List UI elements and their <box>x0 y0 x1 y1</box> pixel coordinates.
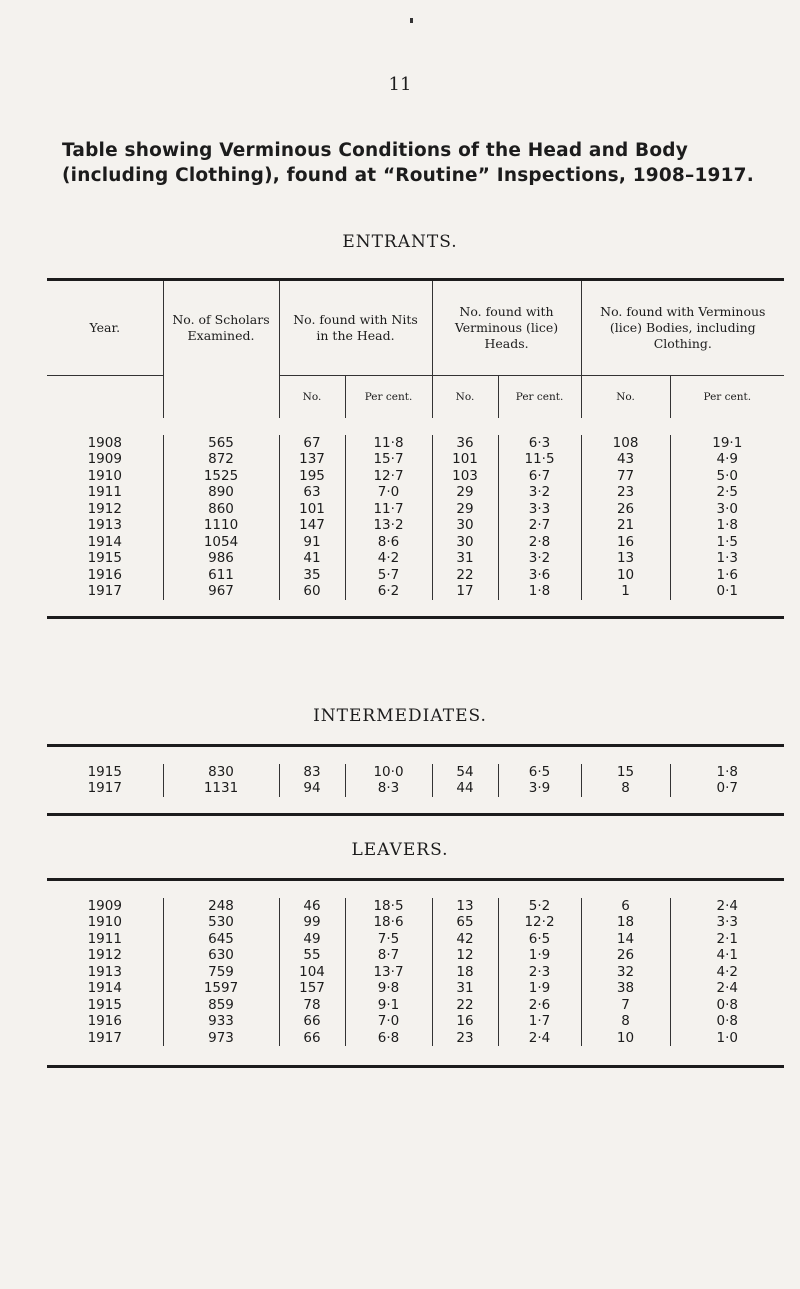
section-title-intermediates: INTERMEDIATES. <box>313 706 487 726</box>
cell-year: 1916 <box>87 1013 122 1029</box>
cell-scholars: 1597 <box>163 980 279 997</box>
cell-bodies-no: 38 <box>581 980 670 997</box>
cell-heads-percent: 3·6 <box>498 567 581 584</box>
cell-bodies-no: 26 <box>581 501 670 518</box>
cell-bodies-no: 8 <box>581 1013 670 1030</box>
cell-nits-no: 83 <box>279 764 345 781</box>
table-row <box>47 780 784 797</box>
cell-heads-percent: 1·7 <box>498 1013 581 1030</box>
cell-year: 1917 <box>87 583 122 599</box>
cell-nits-percent: 7·5 <box>345 931 432 948</box>
cell-nits-no: 63 <box>279 484 345 501</box>
cell-scholars: 645 <box>163 931 279 948</box>
table-row <box>47 550 784 567</box>
cell-nits-percent: 8·6 <box>345 534 432 551</box>
cell-year: 1913 <box>87 517 122 533</box>
cell-nits-no: 99 <box>279 914 345 931</box>
cell-heads-percent: 2·3 <box>498 964 581 981</box>
cell-scholars: 759 <box>163 964 279 981</box>
cell-heads-no: 29 <box>432 484 498 501</box>
cell-scholars: 248 <box>163 898 279 915</box>
cell-nits-no: 49 <box>279 931 345 948</box>
cell-bodies-percent: 19·1 <box>670 435 784 452</box>
cell-nits-percent: 8·3 <box>345 780 432 797</box>
cell-bodies-percent: 1·5 <box>670 534 784 551</box>
table-row <box>47 517 784 534</box>
cell-nits-percent: 4·2 <box>345 550 432 567</box>
cell-year: 1908 <box>87 434 122 451</box>
table-row <box>47 898 784 915</box>
cell-bodies-percent: 2·4 <box>670 980 784 997</box>
cell-year: 1915 <box>87 550 122 566</box>
cell-heads-percent: 5·2 <box>498 898 581 915</box>
cell-heads-percent: 11·5 <box>498 451 581 468</box>
cell-year: 1917 <box>87 780 122 796</box>
cell-bodies-percent: 4·1 <box>670 947 784 964</box>
cell-nits-no: 137 <box>279 451 345 468</box>
cell-year: 1915 <box>87 996 122 1013</box>
cell-heads-percent: 12·2 <box>498 914 581 931</box>
cell-year: 1914 <box>87 533 122 550</box>
cell-bodies-percent: 1·8 <box>670 517 784 534</box>
cell-bodies-no: 15 <box>581 764 670 781</box>
cell-year: 1910 <box>87 467 122 484</box>
cell-bodies-percent: 2·4 <box>670 898 784 915</box>
cell-nits-no: 41 <box>279 550 345 567</box>
cell-nits-percent: 7·0 <box>345 484 432 501</box>
cell-heads-percent: 2·4 <box>498 1030 581 1047</box>
table-row <box>47 964 784 981</box>
cell-bodies-no: 14 <box>581 931 670 948</box>
cell-bodies-percent: 4·2 <box>670 964 784 981</box>
cell-bodies-percent: 0·1 <box>670 583 784 600</box>
cell-scholars: 830 <box>163 764 279 781</box>
cell-bodies-no: 77 <box>581 468 670 485</box>
cell-nits-no: 101 <box>279 501 345 518</box>
cell-heads-percent: 2·7 <box>498 517 581 534</box>
table-row <box>47 997 784 1014</box>
cell-heads-no: 29 <box>432 501 498 518</box>
cell-nits-no: 94 <box>279 780 345 797</box>
section-title-leavers: LEAVERS. <box>351 840 449 860</box>
cell-bodies-no: 10 <box>581 1030 670 1047</box>
subheader-bodies-percent: Per cent. <box>670 376 784 419</box>
table-row <box>47 567 784 584</box>
cell-scholars: 1525 <box>163 468 279 485</box>
cell-bodies-percent: 0·7 <box>670 780 784 797</box>
header-year: Year. <box>89 320 121 335</box>
cell-bodies-no: 8 <box>581 780 670 797</box>
leavers-table <box>47 878 784 1068</box>
cell-bodies-no: 43 <box>581 451 670 468</box>
cell-scholars: 859 <box>163 997 279 1014</box>
cell-scholars: 860 <box>163 501 279 518</box>
table-row <box>47 451 784 468</box>
cell-heads-percent: 6·7 <box>498 468 581 485</box>
cell-nits-no: 157 <box>279 980 345 997</box>
subheader-heads-no: No. <box>432 376 498 419</box>
cell-heads-no: 16 <box>432 1013 498 1030</box>
cell-nits-percent: 18·6 <box>345 914 432 931</box>
cell-nits-percent: 13·2 <box>345 517 432 534</box>
entrants-rows <box>47 418 784 618</box>
cell-nits-percent: 8·7 <box>345 947 432 964</box>
table-row <box>47 1030 784 1047</box>
cell-bodies-no: 7 <box>581 997 670 1014</box>
cell-bodies-percent: 4·9 <box>670 451 784 468</box>
cell-heads-percent: 1·8 <box>498 583 581 600</box>
cell-heads-no: 103 <box>432 468 498 485</box>
cell-bodies-percent: 1·8 <box>670 764 784 781</box>
table-row <box>47 484 784 501</box>
cell-scholars: 530 <box>163 914 279 931</box>
cell-nits-percent: 9·1 <box>345 997 432 1014</box>
cell-heads-percent: 6·5 <box>498 931 581 948</box>
cell-bodies-percent: 3·3 <box>670 914 784 931</box>
cell-heads-no: 12 <box>432 947 498 964</box>
table-row <box>47 980 784 997</box>
cell-nits-no: 67 <box>279 435 345 452</box>
cell-bodies-no: 18 <box>581 914 670 931</box>
cell-heads-no: 30 <box>432 534 498 551</box>
cell-bodies-no: 23 <box>581 484 670 501</box>
cell-nits-no: 60 <box>279 583 345 600</box>
table-row <box>47 1013 784 1030</box>
page-number: 11 <box>388 74 412 95</box>
page-title: Table showing Verminous Conditions of the Head and Body (including Clothing), found at “Routine” Inspections, 1908–1917. <box>62 140 754 186</box>
cell-heads-no: 22 <box>432 997 498 1014</box>
cell-heads-percent: 3·2 <box>498 484 581 501</box>
cell-heads-no: 44 <box>432 780 498 797</box>
cell-year: 1914 <box>87 980 122 996</box>
cell-bodies-percent: 2·5 <box>670 484 784 501</box>
cell-bodies-no: 108 <box>581 435 670 452</box>
cell-nits-percent: 11·7 <box>345 501 432 518</box>
cell-scholars: 611 <box>163 567 279 584</box>
header-heads: No. found with Verminous (lice) Heads. <box>432 280 581 376</box>
section-title-entrants: ENTRANTS. <box>342 232 458 252</box>
cell-heads-percent: 3·9 <box>498 780 581 797</box>
cell-year: 1911 <box>87 930 122 947</box>
intermediates-rows <box>47 746 784 815</box>
cell-bodies-percent: 1·6 <box>670 567 784 584</box>
cell-scholars: 967 <box>163 583 279 600</box>
cell-heads-no: 31 <box>432 550 498 567</box>
cell-bodies-no: 6 <box>581 898 670 915</box>
cell-heads-percent: 6·5 <box>498 764 581 781</box>
cell-year: 1916 <box>87 566 122 583</box>
cell-nits-percent: 9·8 <box>345 980 432 997</box>
cell-nits-no: 104 <box>279 964 345 981</box>
cell-nits-no: 78 <box>279 997 345 1014</box>
cell-year: 1909 <box>87 451 122 467</box>
cell-nits-no: 147 <box>279 517 345 534</box>
cell-heads-no: 31 <box>432 980 498 997</box>
cell-heads-no: 54 <box>432 764 498 781</box>
cell-heads-no: 22 <box>432 567 498 584</box>
cell-heads-percent: 3·2 <box>498 550 581 567</box>
cell-heads-no: 23 <box>432 1030 498 1047</box>
cell-bodies-percent: 1·3 <box>670 550 784 567</box>
subheader-nits-percent: Per cent. <box>345 376 432 419</box>
cell-heads-percent: 3·3 <box>498 501 581 518</box>
cell-nits-no: 91 <box>279 534 345 551</box>
cell-nits-percent: 6·2 <box>345 583 432 600</box>
table-row <box>47 947 784 964</box>
cell-nits-percent: 15·7 <box>345 451 432 468</box>
subheader-nits-no: No. <box>279 376 345 419</box>
table-row <box>47 931 784 948</box>
cell-heads-percent: 2·8 <box>498 534 581 551</box>
table-row <box>47 534 784 551</box>
cell-year: 1915 <box>87 763 122 780</box>
cell-year: 1910 <box>87 914 122 930</box>
cell-nits-no: 46 <box>279 898 345 915</box>
cell-heads-no: 65 <box>432 914 498 931</box>
cell-scholars: 1131 <box>163 780 279 797</box>
cell-scholars: 565 <box>163 435 279 452</box>
cell-heads-percent: 2·6 <box>498 997 581 1014</box>
cell-nits-percent: 11·8 <box>345 435 432 452</box>
cell-nits-percent: 12·7 <box>345 468 432 485</box>
cell-heads-percent: 1·9 <box>498 947 581 964</box>
cell-nits-no: 66 <box>279 1030 345 1047</box>
cell-heads-no: 18 <box>432 964 498 981</box>
cell-bodies-no: 10 <box>581 567 670 584</box>
cell-year: 1917 <box>87 1029 122 1046</box>
cell-bodies-no: 26 <box>581 947 670 964</box>
cell-heads-no: 13 <box>432 898 498 915</box>
cell-heads-no: 101 <box>432 451 498 468</box>
cell-bodies-no: 16 <box>581 534 670 551</box>
cell-heads-percent: 6·3 <box>498 435 581 452</box>
cell-bodies-no: 21 <box>581 517 670 534</box>
cell-nits-percent: 13·7 <box>345 964 432 981</box>
cell-year: 1911 <box>87 484 122 500</box>
cell-nits-no: 195 <box>279 468 345 485</box>
cell-nits-percent: 10·0 <box>345 764 432 781</box>
print-mark <box>410 18 413 23</box>
subheader-blank <box>47 376 163 419</box>
entrants-table <box>47 278 784 619</box>
table-row <box>47 583 784 600</box>
cell-heads-no: 17 <box>432 583 498 600</box>
cell-scholars: 872 <box>163 451 279 468</box>
cell-scholars: 1110 <box>163 517 279 534</box>
cell-nits-no: 35 <box>279 567 345 584</box>
cell-year: 1913 <box>87 963 122 980</box>
cell-scholars: 973 <box>163 1030 279 1047</box>
cell-nits-percent: 5·7 <box>345 567 432 584</box>
table-row <box>47 501 784 518</box>
cell-bodies-no: 13 <box>581 550 670 567</box>
cell-nits-no: 66 <box>279 1013 345 1030</box>
cell-scholars: 1054 <box>163 534 279 551</box>
cell-bodies-percent: 5·0 <box>670 468 784 485</box>
cell-bodies-percent: 0·8 <box>670 1013 784 1030</box>
cell-year: 1909 <box>87 897 122 914</box>
cell-scholars: 933 <box>163 1013 279 1030</box>
cell-nits-no: 55 <box>279 947 345 964</box>
cell-heads-percent: 1·9 <box>498 980 581 997</box>
cell-nits-percent: 7·0 <box>345 1013 432 1030</box>
cell-bodies-percent: 2·1 <box>670 931 784 948</box>
subheader-bodies-no: No. <box>581 376 670 419</box>
cell-scholars: 986 <box>163 550 279 567</box>
cell-year: 1912 <box>87 500 122 517</box>
cell-heads-no: 36 <box>432 435 498 452</box>
cell-bodies-percent: 1·0 <box>670 1030 784 1047</box>
cell-bodies-percent: 3·0 <box>670 501 784 518</box>
table-row <box>47 435 784 452</box>
leavers-rows <box>47 880 784 1067</box>
header-bodies: No. found with Verminous (lice) Bodies, including Clothing. <box>581 280 784 376</box>
cell-scholars: 630 <box>163 947 279 964</box>
cell-scholars: 890 <box>163 484 279 501</box>
cell-year: 1912 <box>87 947 122 963</box>
subheader-heads-percent: Per cent. <box>498 376 581 419</box>
table-row <box>47 914 784 931</box>
subheader-blank <box>163 376 279 419</box>
table-row <box>47 764 784 781</box>
cell-heads-no: 42 <box>432 931 498 948</box>
intermediates-table <box>47 744 784 816</box>
cell-bodies-no: 32 <box>581 964 670 981</box>
table-row <box>47 468 784 485</box>
cell-nits-percent: 18·5 <box>345 898 432 915</box>
cell-bodies-no: 1 <box>581 583 670 600</box>
cell-nits-percent: 6·8 <box>345 1030 432 1047</box>
header-scholars: No. of Scholars Examined. <box>163 280 279 376</box>
cell-heads-no: 30 <box>432 517 498 534</box>
header-nits: No. found with Nits in the Head. <box>279 280 432 376</box>
cell-bodies-percent: 0·8 <box>670 997 784 1014</box>
